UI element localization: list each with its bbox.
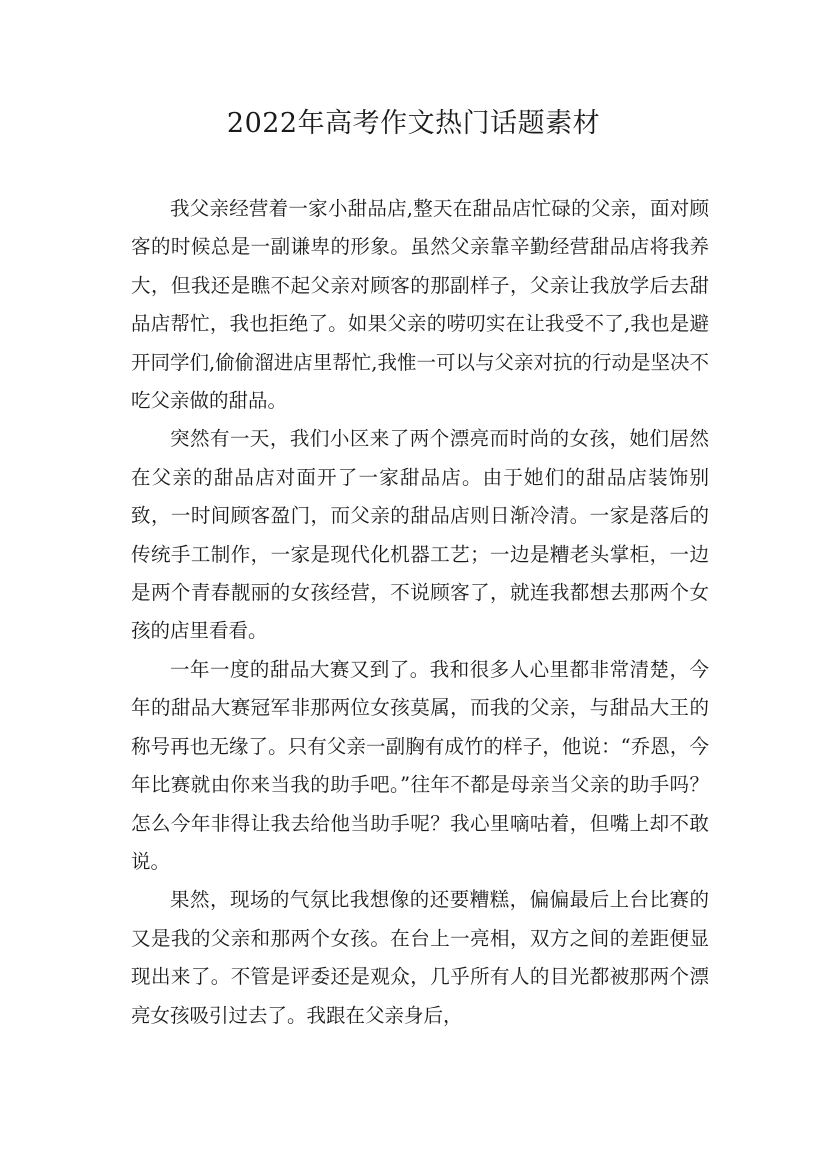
paragraph-4: 果然，现场的气氛比我想像的还要糟糕，偏偏最后上台比赛的又是我的父亲和那两个女孩。在台上一亮相，双方之间的差距便显现出来了。不管是评委还是观众，几乎所有人的目光都被那两个漂亮女孩吸引过去了。我跟在父亲身后， [131,888,709,1027]
paragraph-1: 我父亲经营着一家小甜品店,整天在甜品店忙碌的父亲，面对顾客的时候总是一副谦卑的形象。虽然父亲靠辛勤经营甜品店将我养大，但我还是瞧不起父亲对顾客的那副样子，父亲让我放学后去甜品店帮忙，我也拒绝了。如果父亲的唠叨实在让我受不了,我也是避开同学们,偷偷溜进店里帮忙,我惟一可以与父亲对抗的行动是坚决不吃父亲做的甜品。 [131,197,709,413]
paragraph-3: 一年一度的甜品大赛又到了。我和很多人心里都非常清楚，今年的甜品大赛冠军非那两位女孩莫属，而我的父亲，与甜品大王的称号再也无缘了。只有父亲一副胸有成竹的样子，他说：“乔恩，今年比赛就由你来当我的助手吧。”往年不都是母亲当父亲的助手吗？怎么今年非得让我去给他当助手呢？我心里嘀咕着，但嘴上却不敢说。 [131,657,709,873]
paragraph-2: 突然有一天，我们小区来了两个漂亮而时尚的女孩，她们居然在父亲的甜品店对面开了一家甜品店。由于她们的甜品店装饰别致，一时间顾客盈门，而父亲的甜品店则日渐冷清。一家是落后的传统手工制作，一家是现代化机器工艺；一边是糟老头掌柜，一边是两个青春靓丽的女孩经营，不说顾客了，就连我都想去那两个女孩的店里看看。 [131,427,709,643]
document-body [131,190,709,1035]
document-title: 2022年高考作文热门话题素材 [226,108,601,139]
